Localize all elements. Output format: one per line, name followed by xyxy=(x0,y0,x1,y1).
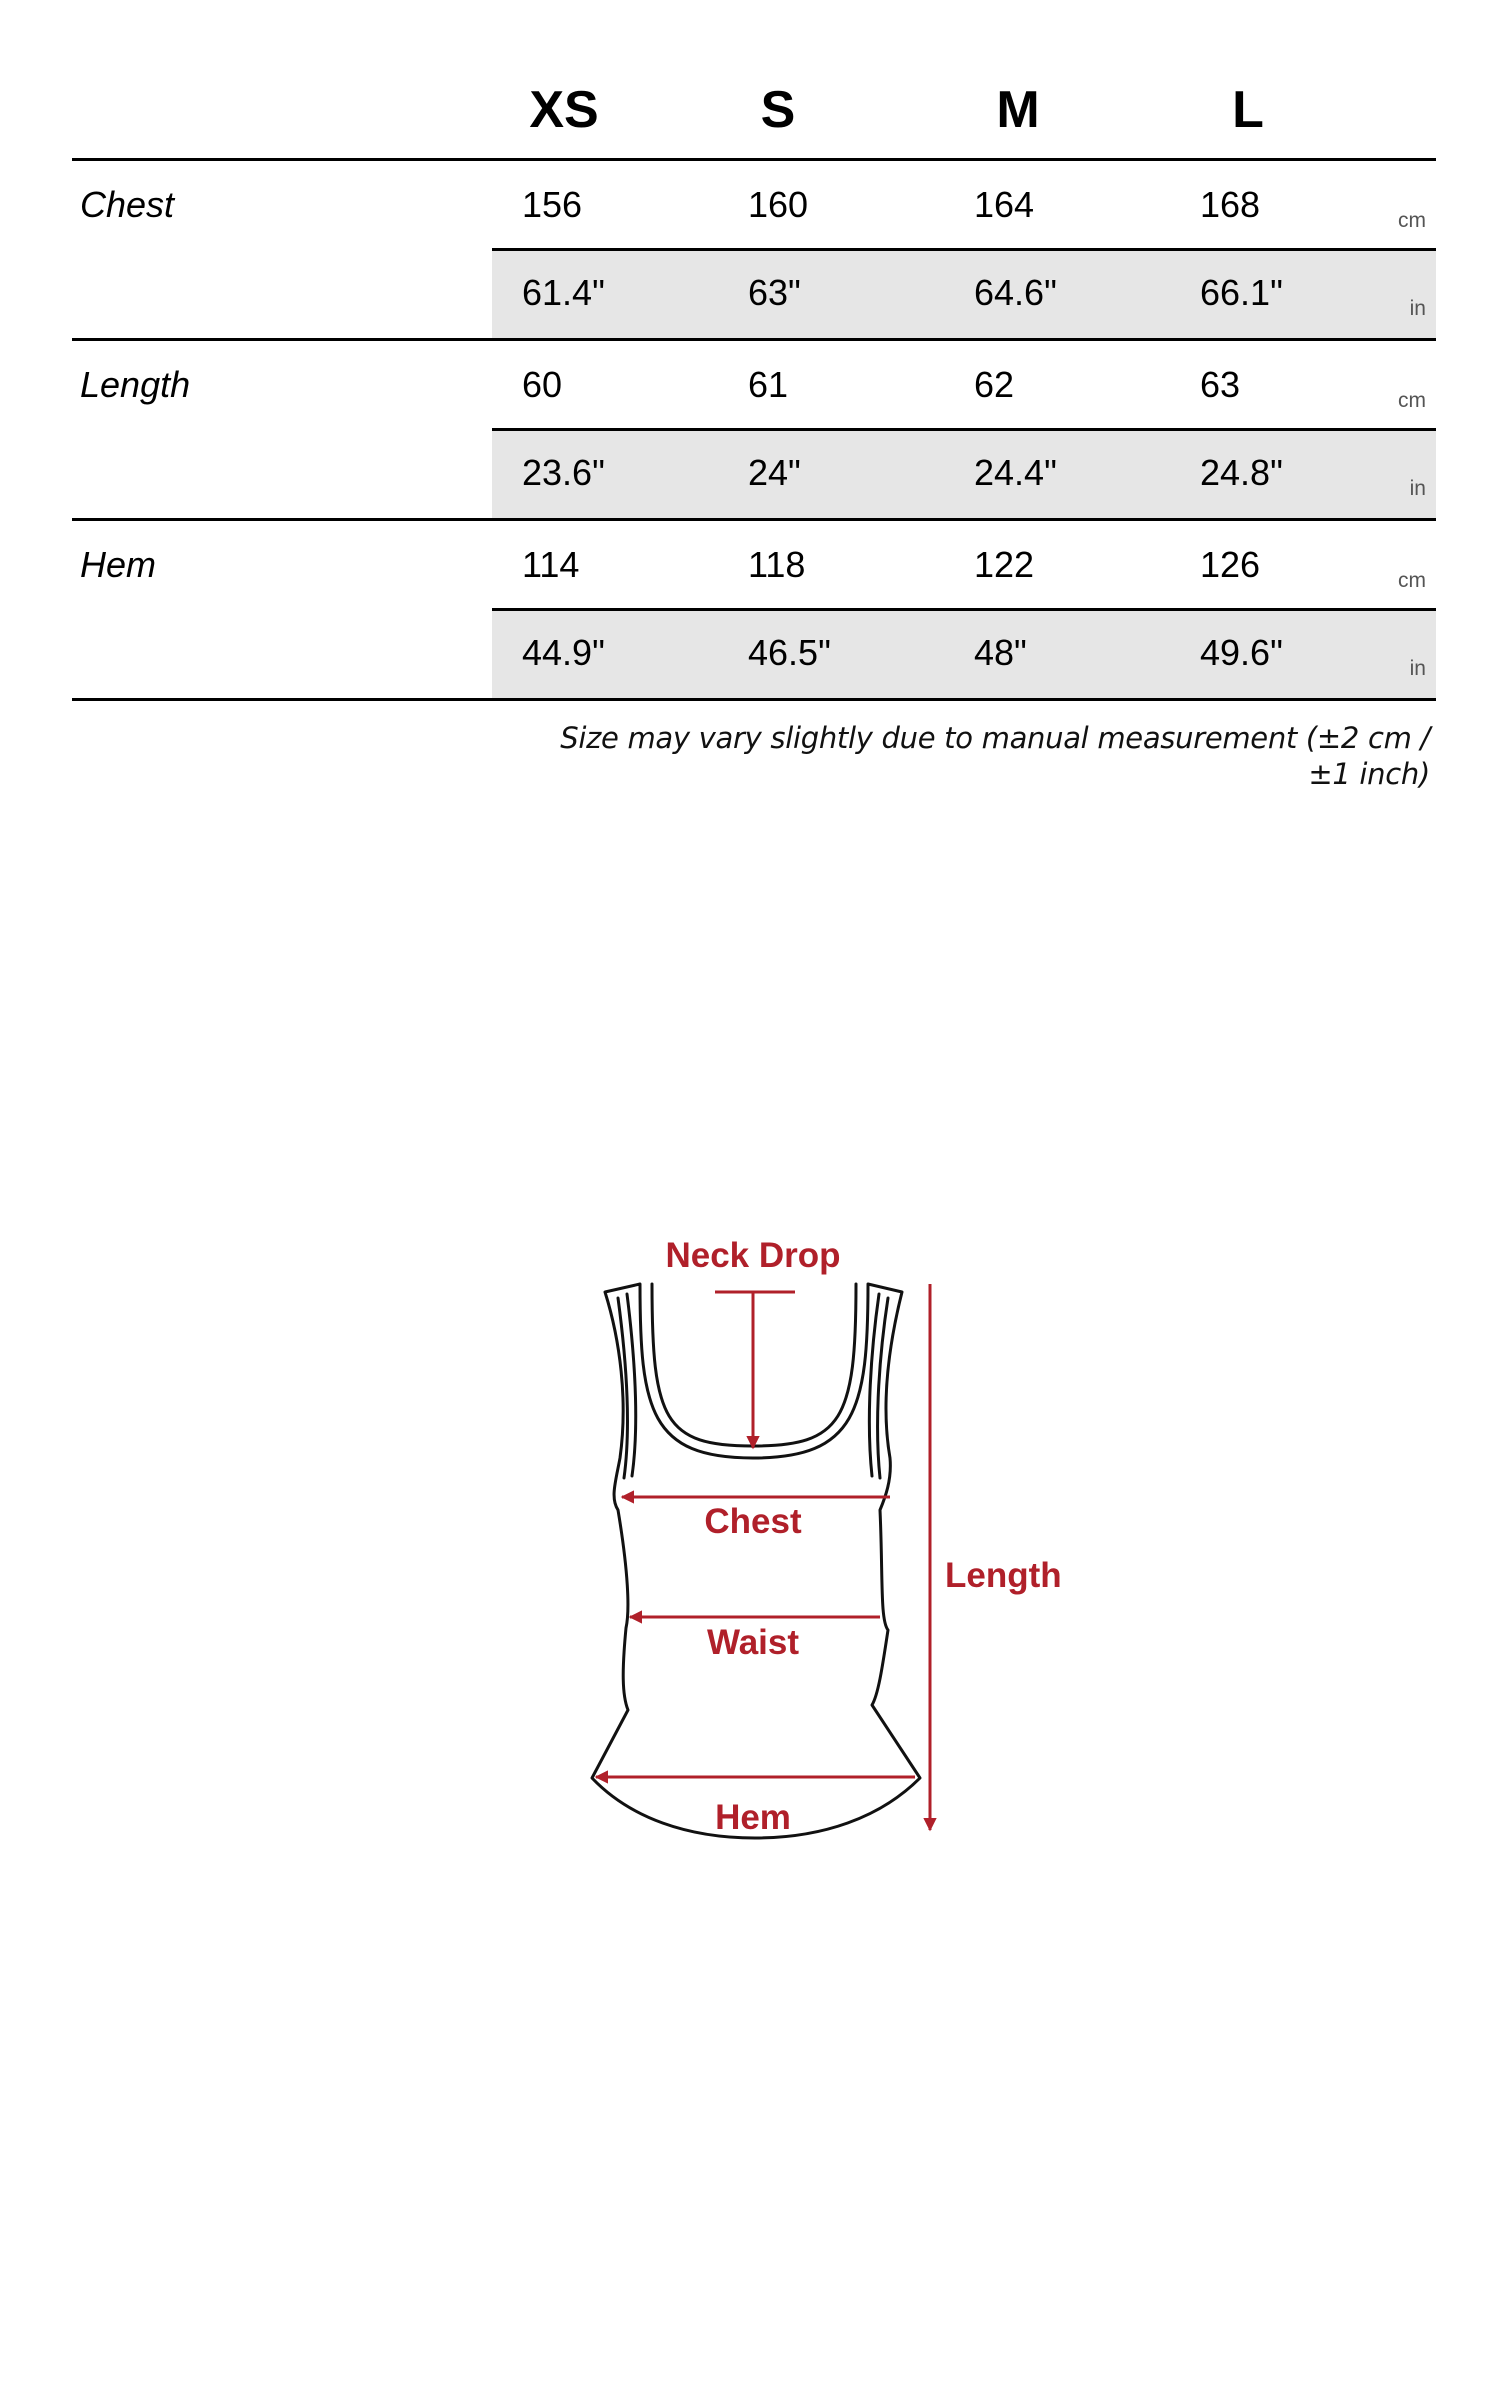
inch-row xyxy=(492,251,1436,338)
value-m: 64.6" xyxy=(974,272,1057,313)
measurement-group-hem xyxy=(72,521,1436,701)
unit-label: in xyxy=(1409,657,1426,680)
size-header-s: S xyxy=(760,81,796,139)
size-header-l: L xyxy=(1232,81,1264,139)
unit-label: in xyxy=(1409,477,1426,500)
value-l: 66.1" xyxy=(1200,272,1283,313)
cm-row xyxy=(492,161,1436,251)
value-xs: 114 xyxy=(522,544,580,585)
size-header-xs: XS xyxy=(529,81,599,139)
measurement-group-length xyxy=(72,341,1436,521)
value-s: 24" xyxy=(748,452,801,493)
value-m: 48" xyxy=(974,632,1027,673)
value-xs: 44.9" xyxy=(522,632,605,673)
size-header-m: M xyxy=(996,81,1040,139)
value-s: 63" xyxy=(748,272,801,313)
cm-row xyxy=(492,521,1436,611)
value-l: 126 xyxy=(1200,544,1261,585)
measurement-label: Chest xyxy=(80,184,175,225)
value-m: 122 xyxy=(974,544,1035,585)
value-xs: 23.6" xyxy=(522,452,605,493)
unit-label: in xyxy=(1409,297,1426,320)
value-xs: 156 xyxy=(522,184,583,225)
value-l: 63 xyxy=(1200,364,1241,405)
value-m: 62 xyxy=(974,364,1015,405)
inch-row xyxy=(492,611,1436,698)
unit-label: cm xyxy=(1398,569,1426,592)
value-s: 61 xyxy=(748,364,789,405)
neck-drop-label: Neck Drop xyxy=(665,1236,841,1275)
value-xs: 61.4" xyxy=(522,272,605,313)
value-l: 24.8" xyxy=(1200,452,1283,493)
value-s: 46.5" xyxy=(748,632,831,673)
size-header-row xyxy=(72,0,1436,161)
inch-row xyxy=(492,431,1436,518)
cm-row xyxy=(492,341,1436,431)
value-m: 24.4" xyxy=(974,452,1057,493)
value-l: 49.6" xyxy=(1200,632,1283,673)
value-s: 160 xyxy=(748,184,809,225)
unit-label: cm xyxy=(1398,389,1426,412)
value-s: 118 xyxy=(748,544,806,585)
tank-top-outline xyxy=(592,1284,920,1838)
chest-label: Chest xyxy=(704,1502,802,1541)
tank-top-measurement-diagram xyxy=(0,1180,1500,1880)
unit-label: cm xyxy=(1398,209,1426,232)
value-m: 164 xyxy=(974,184,1035,225)
measurement-label: Hem xyxy=(80,544,157,585)
measurement-label: Length xyxy=(80,364,191,405)
waist-label: Waist xyxy=(706,1623,800,1662)
neck-drop-arrow xyxy=(715,1292,795,1448)
measurement-note: Size may vary slightly due to manual measurement (±2 cm / ±1 inch) xyxy=(560,721,1430,791)
value-l: 168 xyxy=(1200,184,1261,225)
hem-label: Hem xyxy=(715,1798,791,1837)
value-xs: 60 xyxy=(522,364,563,405)
length-label: Length xyxy=(945,1556,1062,1595)
measurement-group-chest xyxy=(72,161,1436,341)
